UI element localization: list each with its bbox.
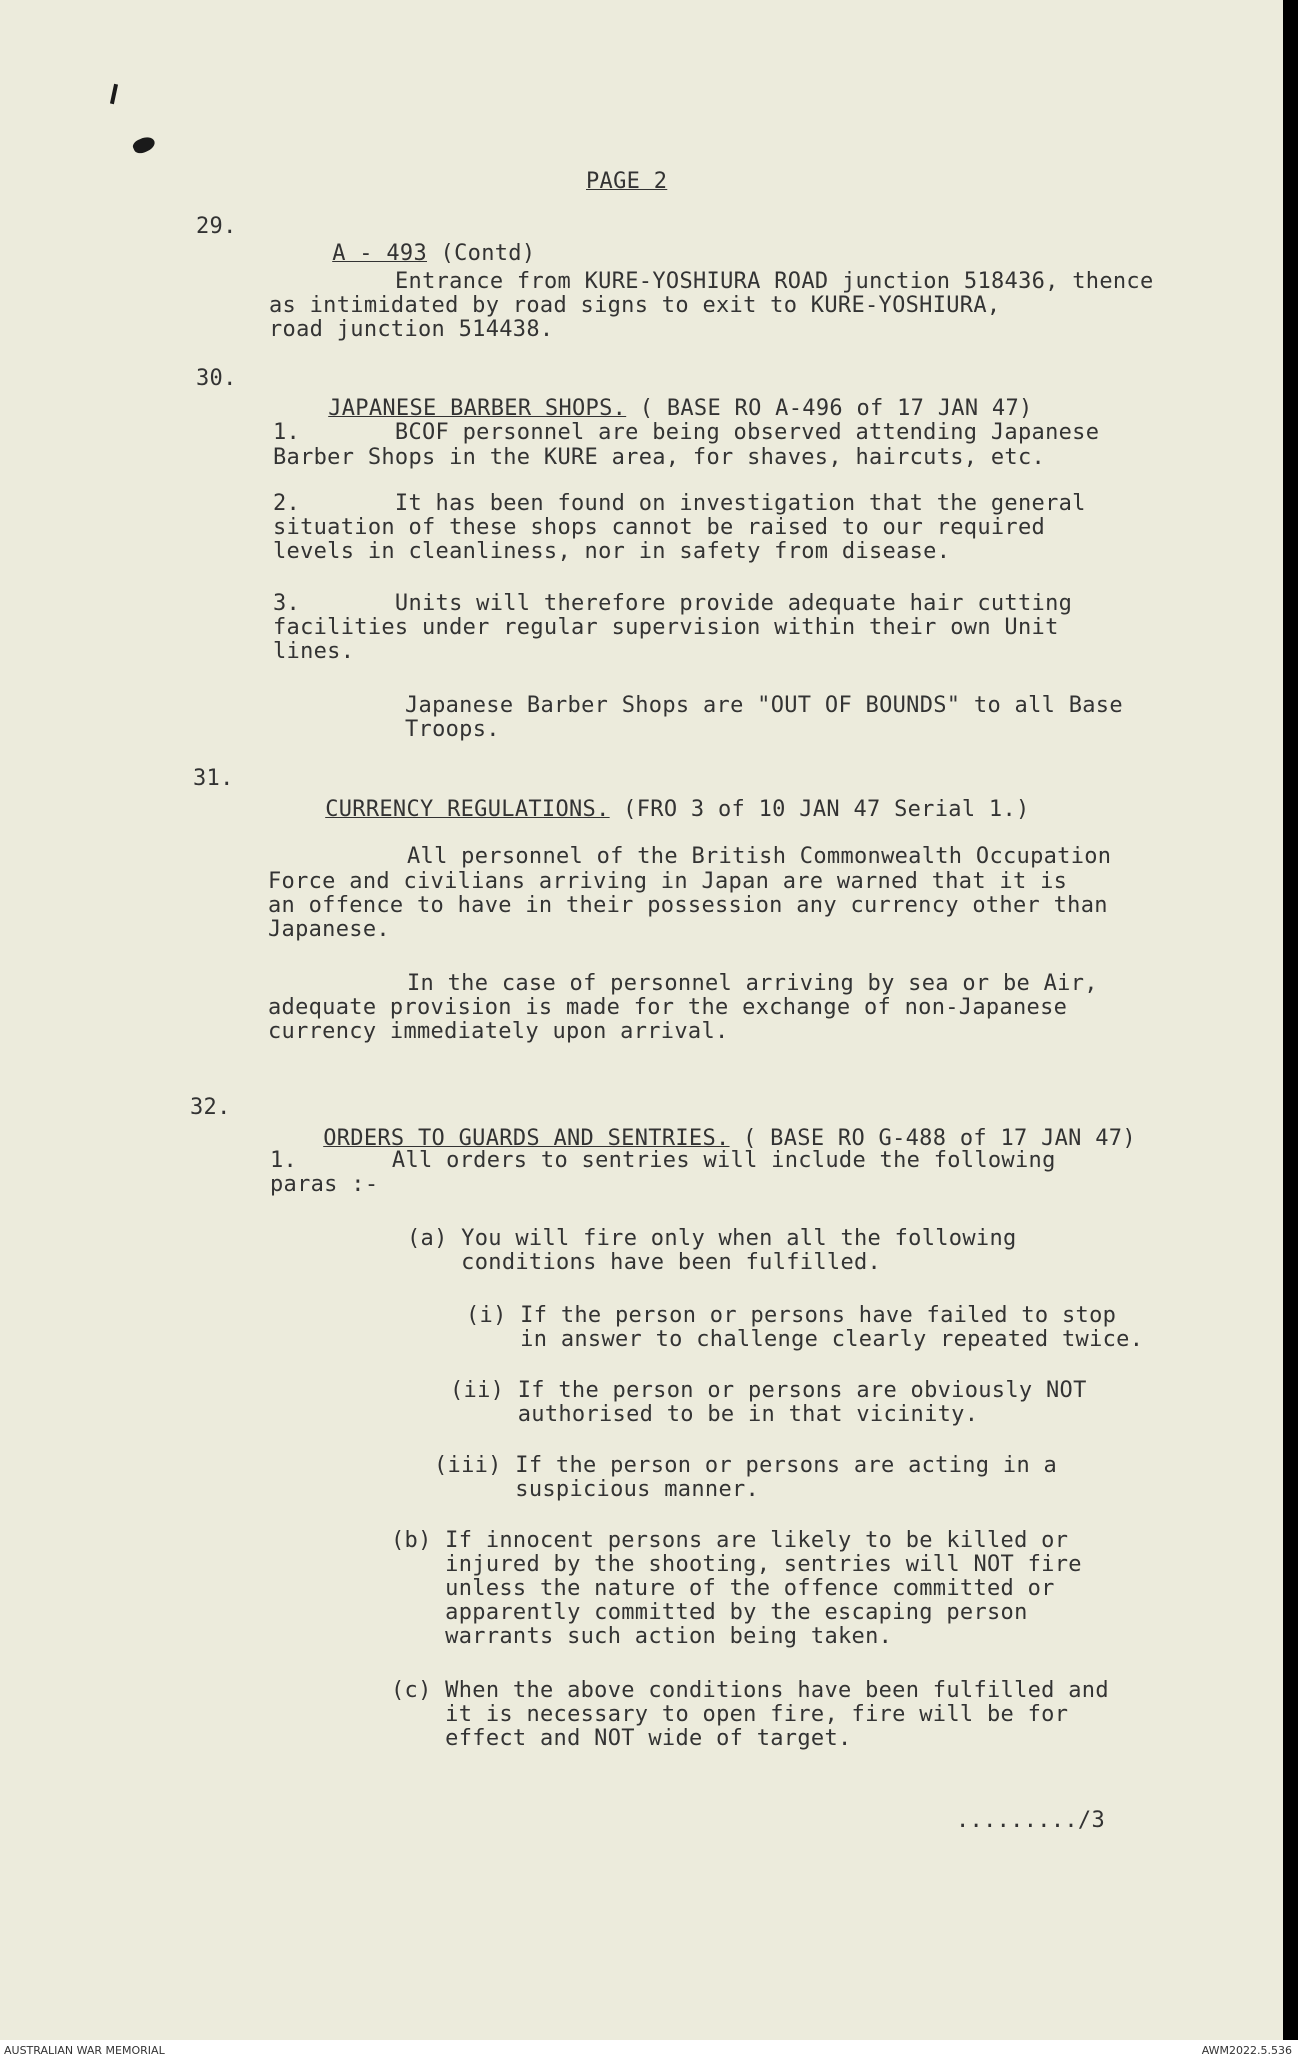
- item-32-clause-c: effect and NOT wide of target.: [391, 1726, 852, 1751]
- item-29-number: 29.: [196, 214, 237, 239]
- item-31-title: CURRENCY REGULATIONS.: [325, 797, 610, 822]
- item-32-clause-ii: authorised to be in that vicinity.: [450, 1402, 979, 1427]
- page-header: PAGE 2: [586, 169, 668, 194]
- item-30-para-3: 3. Units will therefore provide adequate hair cutting: [273, 591, 1073, 616]
- item-30-para-3: facilities under regular supervision within their own Unit: [273, 615, 1059, 640]
- item-32-clause-c: (c) When the above conditions have been fulfilled and: [391, 1678, 1109, 1703]
- item-29-line: road junction 514438.: [269, 317, 554, 342]
- item-30-para-2: situation of these shops cannot be raised to our required: [273, 515, 1046, 540]
- item-30-number: 30.: [196, 366, 237, 391]
- item-31-para-1: Japanese.: [268, 917, 390, 942]
- item-32-clause-c: it is necessary to open fire, fire will be for: [391, 1702, 1069, 1727]
- item-32-clause-a: conditions have been fulfilled.: [407, 1250, 882, 1275]
- item-32-clause-b: warrants such action being taken.: [391, 1624, 893, 1649]
- item-32-clause-b: apparently committed by the escaping person: [391, 1600, 1028, 1625]
- item-31-para-1: All personnel of the British Commonwealth Occupation: [407, 844, 1112, 869]
- item-31-para-2: adequate provision is made for the exchange of non-Japanese: [268, 995, 1068, 1020]
- item-29-title: A - 493: [332, 241, 428, 266]
- item-32-clause-i: (i) If the person or persons have failed to stop: [466, 1303, 1117, 1328]
- item-32-clause-i: in answer to challenge clearly repeated twice.: [466, 1327, 1144, 1352]
- footer-reference: AWM2022.5.536: [1201, 2044, 1292, 2057]
- item-32-clause-b: (b) If innocent persons are likely to be killed or: [391, 1528, 1069, 1553]
- item-31-heading: [271, 769, 1030, 850]
- item-32-clause-ii: (ii) If the person or persons are obviously NOT: [450, 1378, 1087, 1403]
- item-31-para-2: currency immediately upon arrival.: [268, 1019, 729, 1044]
- item-32-title: ORDERS TO GUARDS AND SENTRIES.: [323, 1126, 730, 1151]
- ink-mark: [110, 84, 118, 104]
- item-29-line: as intimidated by road signs to exit to KURE-YOSHIURA,: [269, 293, 1001, 318]
- item-30-para-2: levels in cleanliness, nor in safety from disease.: [273, 539, 951, 564]
- item-30-para-3: lines.: [273, 639, 355, 664]
- item-30-para-1: 1. BCOF personnel are being observed attending Japanese: [273, 420, 1100, 445]
- item-31-para-2: In the case of personnel arriving by sea or be Air,: [407, 971, 1098, 996]
- item-32-clause-b: injured by the shooting, sentries will NOT fire: [391, 1552, 1082, 1577]
- continuation-marker: ........./3: [956, 1808, 1105, 1833]
- item-32-clause-b: unless the nature of the offence committed or: [391, 1576, 1055, 1601]
- item-30-ref: ( BASE RO A-496 of 17 JAN 47): [626, 396, 1033, 421]
- item-32-clause-a: (a) You will fire only when all the following: [407, 1226, 1017, 1251]
- item-32-number: 32.: [190, 1095, 231, 1120]
- footer-institution: AUSTRALIAN WAR MEMORIAL: [4, 2044, 165, 2057]
- item-32-intro: 1. All orders to sentries will include the following: [270, 1148, 1056, 1173]
- item-32-intro: paras :-: [270, 1172, 379, 1197]
- item-29-ref: (Contd): [427, 241, 536, 266]
- item-31-para-1: Force and civilians arriving in Japan are warned that it is: [268, 869, 1068, 894]
- item-32-clause-iii: suspicious manner.: [434, 1477, 760, 1502]
- item-30-para-1: Barber Shops in the KURE area, for shaves, haircuts, etc.: [273, 445, 1046, 470]
- item-30-para-4: Troops.: [405, 717, 500, 742]
- item-32-clause-iii: (iii) If the person or persons are acting in a: [434, 1453, 1058, 1478]
- item-31-para-1: an offence to have in their possession any currency other than: [268, 893, 1108, 918]
- item-31-ref: (FRO 3 of 10 JAN 47 Serial 1.): [609, 797, 1030, 822]
- archive-footer: [0, 2040, 1298, 2061]
- item-30-para-4: Japanese Barber Shops are "OUT OF BOUNDS" to all Base: [405, 693, 1123, 718]
- item-32-ref: ( BASE RO G-488 of 17 JAN 47): [729, 1126, 1136, 1151]
- item-30-para-2: 2. It has been found on investigation that the general: [273, 491, 1086, 516]
- ink-mark: [131, 134, 157, 156]
- item-30-title: JAPANESE BARBER SHOPS.: [328, 396, 627, 421]
- item-29-line: Entrance from KURE-YOSHIURA ROAD junction 518436, thence: [395, 269, 1154, 294]
- item-31-number: 31.: [193, 766, 234, 791]
